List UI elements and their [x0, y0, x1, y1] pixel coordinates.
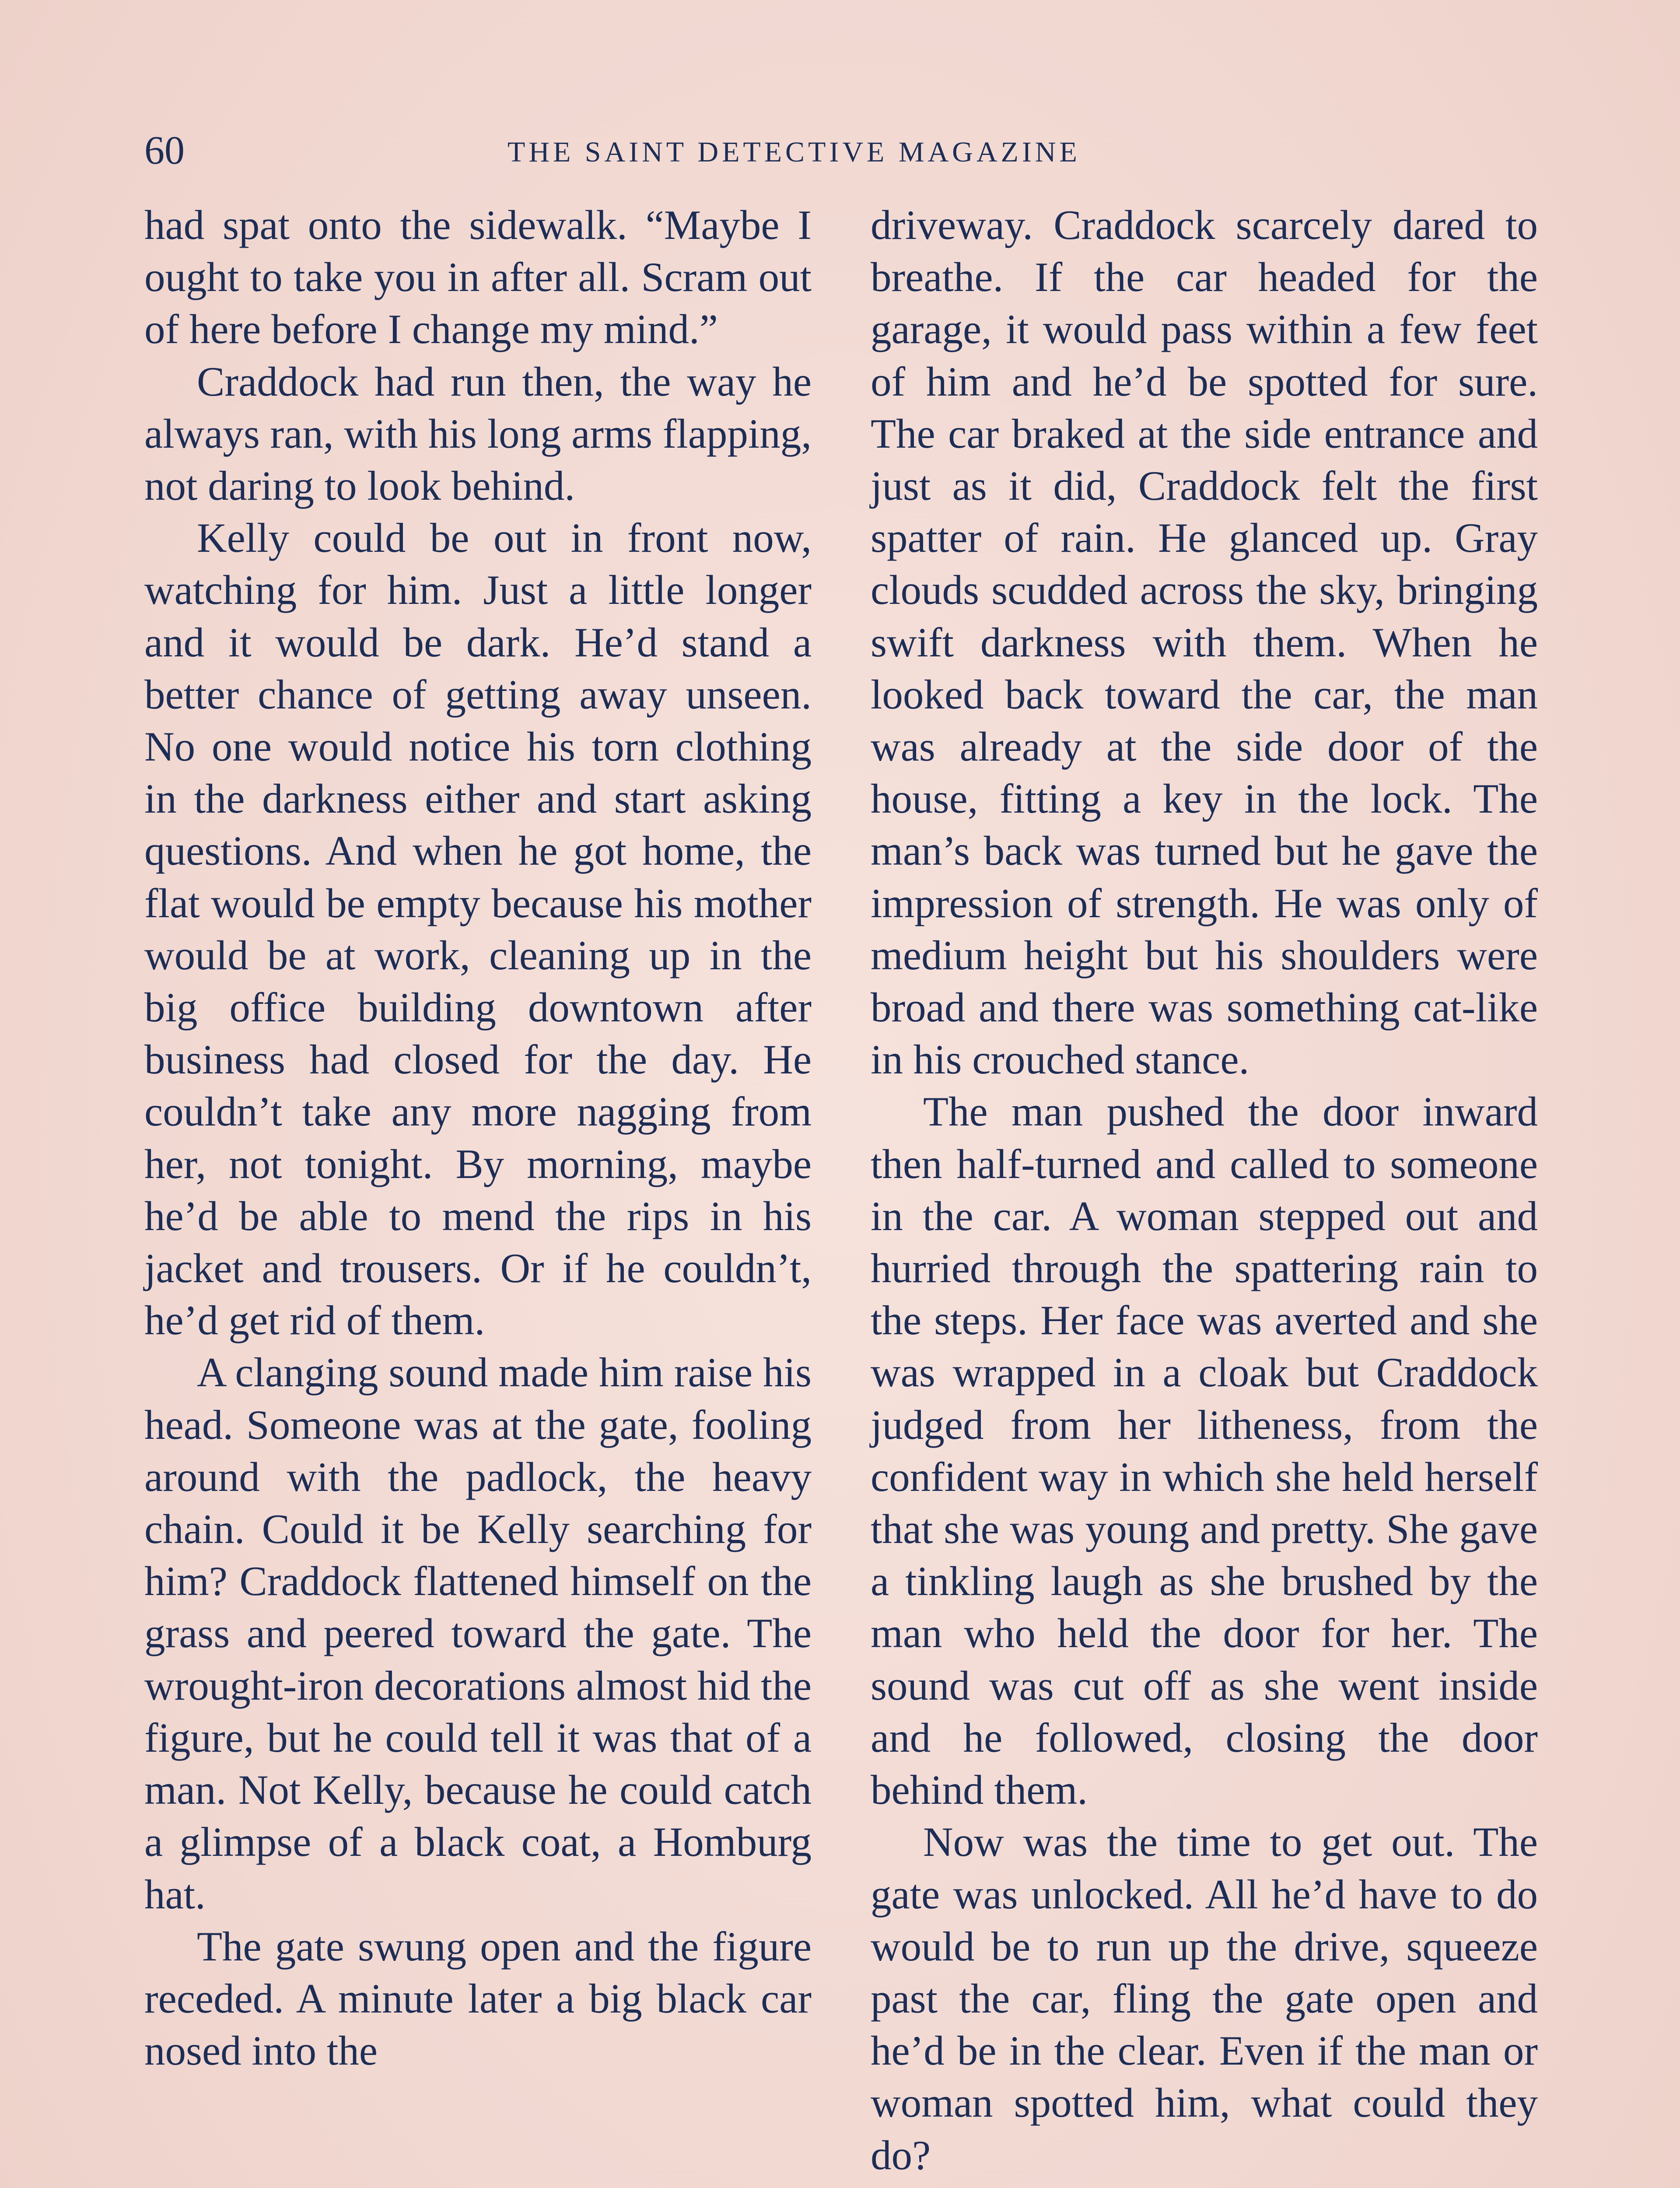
paragraph: driveway. Craddock scarcely dared to breathe. If the car headed for the garage, it would pass within a few feet of him and he’d be spotted for sure. The car braked at the side entrance and just as it did, Craddock felt the first spatter of rain. He glanced up. Gray clouds scudded across the sky, bringing swift darkness with them. When he looked back toward the car, the man was already at the side door of the house, fitting a key in the lock. The man’s back was turned but he gave the impression of strength. He was only of medium height but his shoulders were broad and there was something cat-like in his crouched stance. — [871, 202, 1538, 1083]
paragraph: Craddock had run then, the way he always ran, with his long arms flapping, not daring to look behind. — [144, 358, 812, 509]
paragraph: The man pushed the door inward then half-turned and called to someone in the car. A woman stepped out and hurried through the spattering rain to the steps. Her face was averted and she was wrapped in a cloak but Craddock judged from her litheness, from the confident way in which she held herself that she was young and pretty. She gave a tinkling laugh as she brushed by the man who held the door for her. The sound was cut off as she went inside and he followed, closing the door behind them. — [871, 1088, 1538, 1813]
magazine-title: THE SAINT DETECTIVE MAGAZINE — [508, 136, 1081, 168]
paragraph: The gate swung open and the figure receded. A minute later a big black car nosed into the — [144, 1923, 812, 2074]
paragraph: A clanging sound made him raise his head. Someone was at the gate, fooling around with the padlock, the heavy chain. Could it be Kelly searching for him? Craddock flattened himself on the grass and peered toward the gate. The wrought-iron decorations almost hid the figure, but he could tell it was that of a man. Not Kelly, because he could catch a glimpse of a black coat, a Homburg hat. — [144, 1349, 812, 1918]
page-number: 60 — [144, 128, 185, 172]
running-head — [144, 127, 1544, 179]
left-text-column — [144, 199, 812, 2077]
right-text-column — [871, 199, 1538, 2181]
paragraph: Now was the time to get out. The gate was unlocked. All he’d have to do would be to run up the drive, squeeze past the car, fling the gate open and he’d be in the clear. Even if the man or woman spotted him, what could they do? — [871, 1819, 1538, 2178]
paragraph: Kelly could be out in front now, watching for him. Just a little longer and it would be dark. He’d stand a better chance of getting away unseen. No one would notice his torn clothing in the darkness either and start asking questions. And when he got home, the flat would be empty because his mother would be at work, cleaning up in the big office building downtown after business had closed for the day. He couldn’t take any more nagging from her, not tonight. By morning, maybe he’d be able to mend the rips in his jacket and trousers. Or if he couldn’t, he’d get rid of them. — [144, 515, 812, 1344]
paragraph: had spat onto the sidewalk. “Maybe I ought to take you in after all. Scram out of here before I change my mind.” — [144, 202, 812, 353]
